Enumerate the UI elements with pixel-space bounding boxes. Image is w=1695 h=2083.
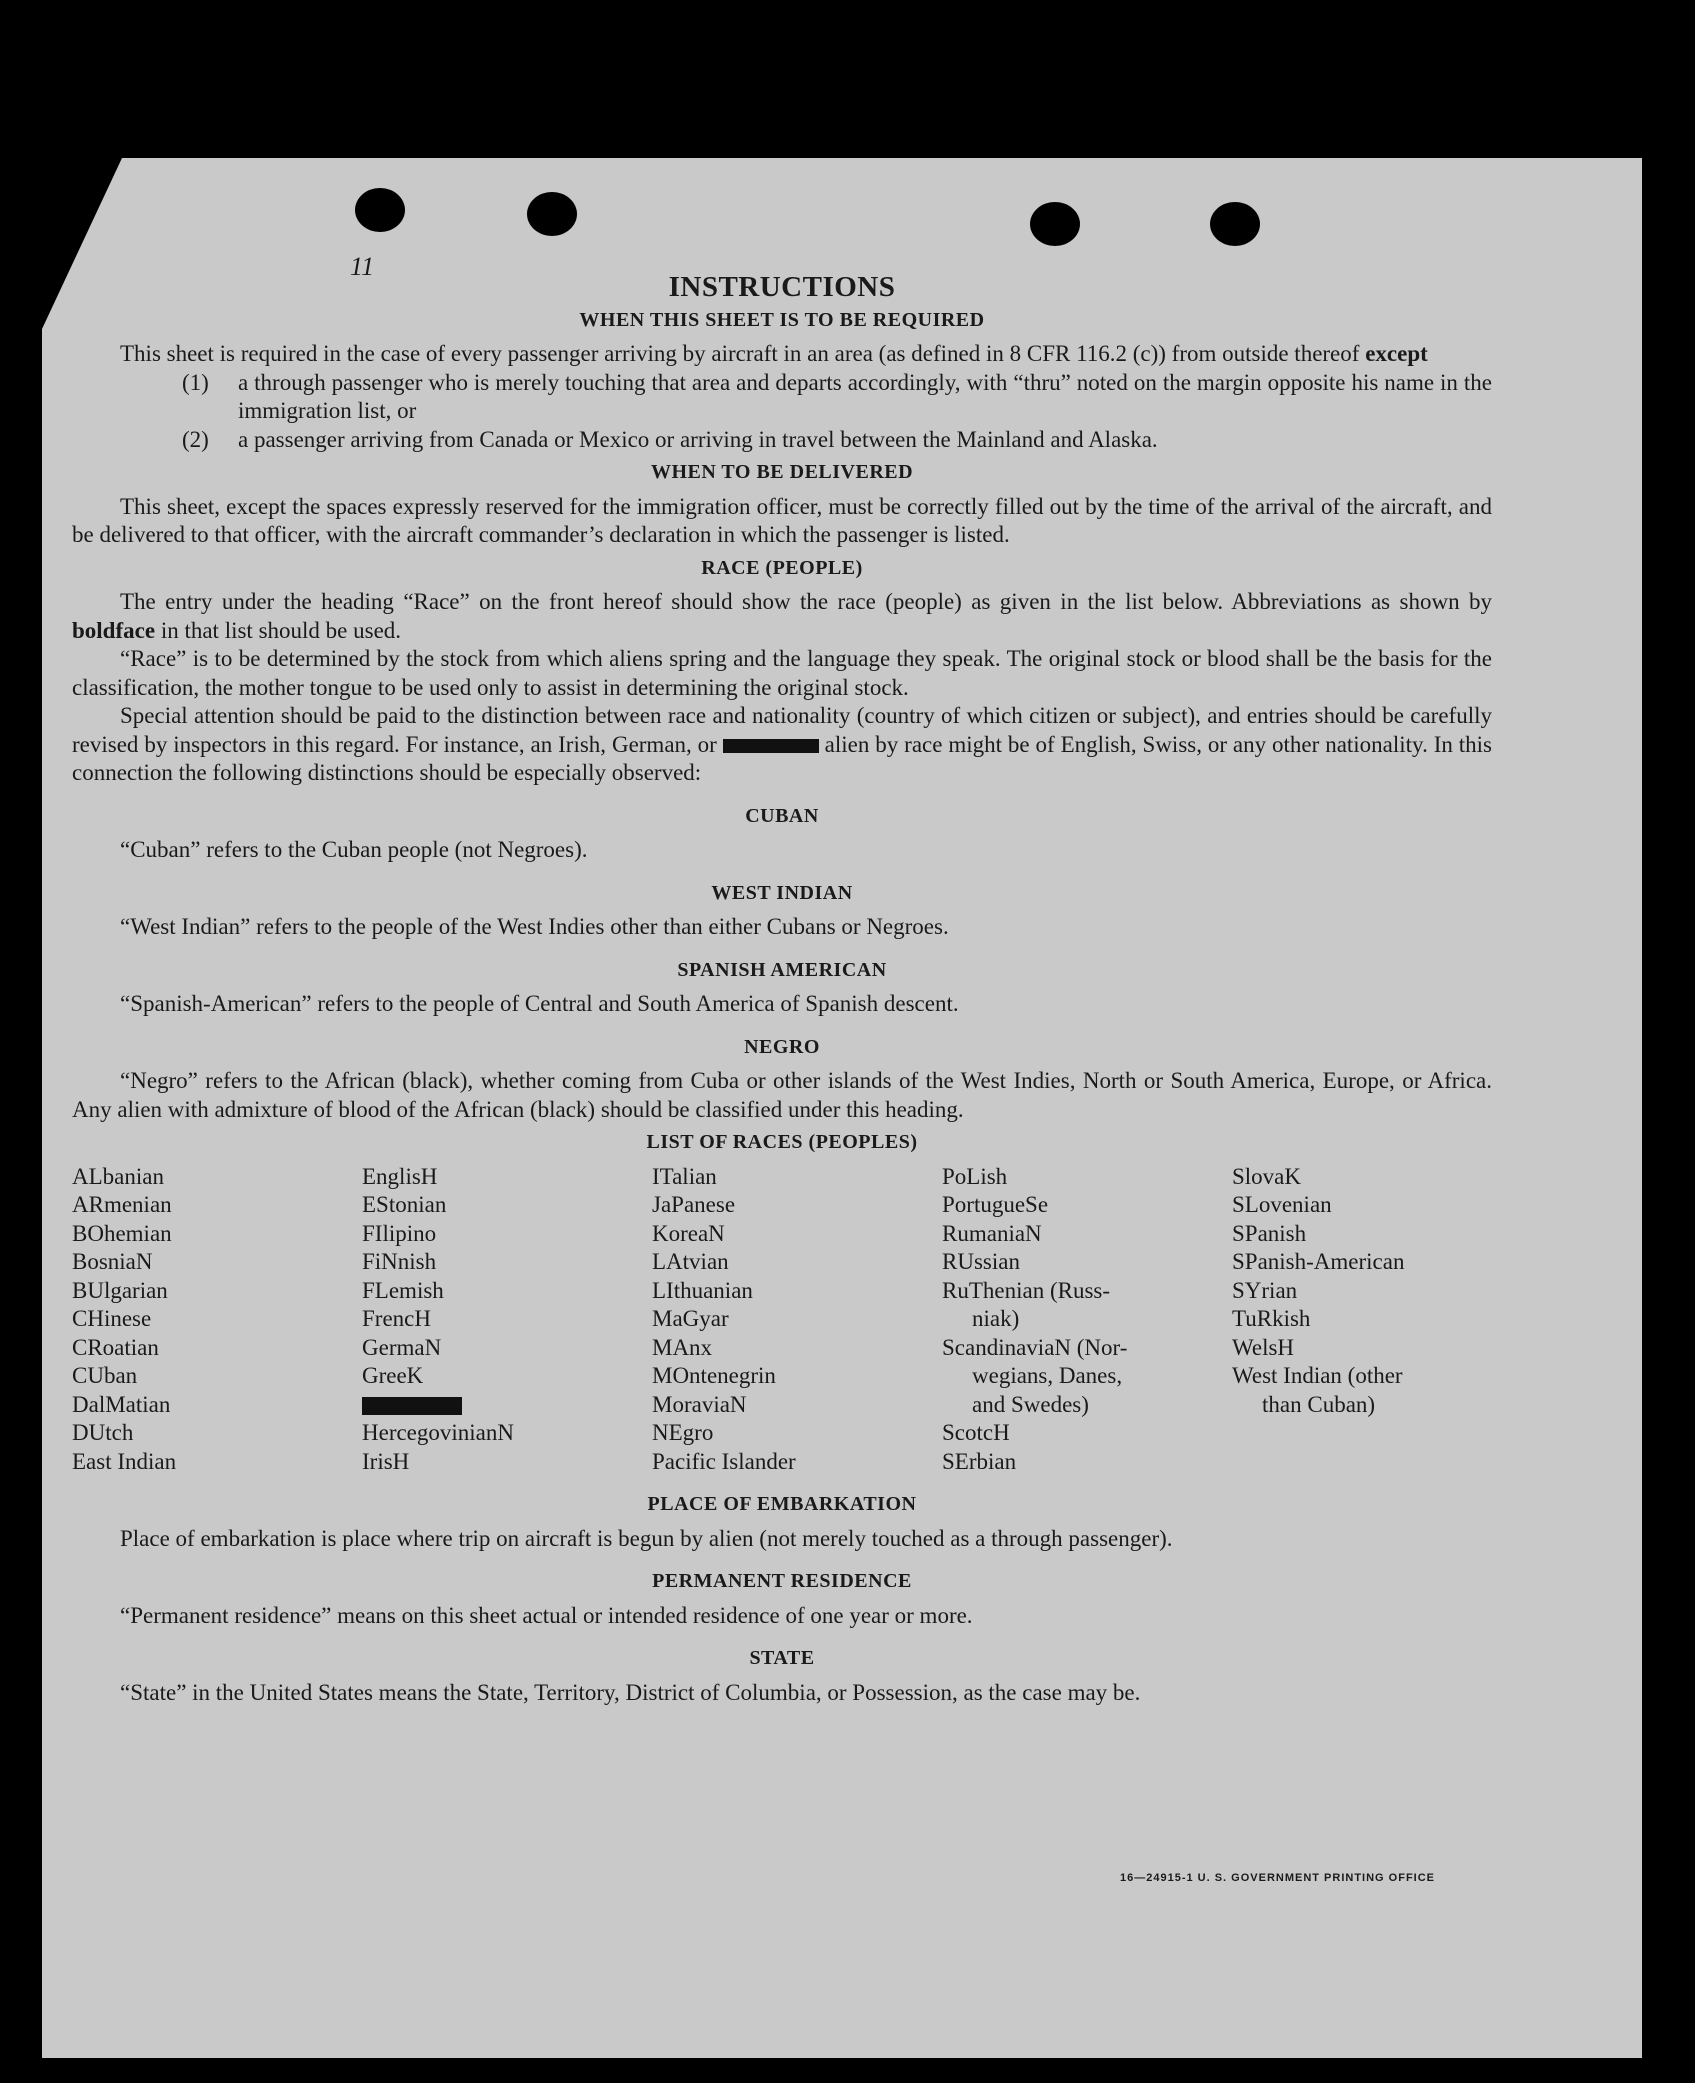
races-column	[1232, 1163, 1522, 1477]
section-heading: PERMANENT RESIDENCE	[652, 1570, 912, 1592]
race-entry: FiNnish	[362, 1249, 437, 1274]
race-entry: HercegovinianN	[362, 1420, 514, 1445]
punch-hole	[527, 192, 577, 236]
printing-office-code: 16—24915-1 U. S. GOVERNMENT PRINTING OFFICE	[1120, 1872, 1436, 1884]
race-entry: MoraviaN	[652, 1391, 747, 1417]
section-heading: STATE	[749, 1647, 815, 1669]
race-entry: East Indian	[72, 1448, 177, 1474]
paragraph: The entry under the heading “Race” on the front hereof should show the race (people) as given in the list below. Abbreviations as shown by boldface in that list should be used.	[72, 589, 1492, 643]
race-entry: Pacific Islander	[652, 1448, 796, 1474]
document-title: INSTRUCTIONS	[668, 271, 896, 303]
punch-hole	[1030, 202, 1080, 246]
paragraph: “Permanent residence” means on this sheet actual or intended residence of one year or more.	[120, 1602, 973, 1628]
race-entry: MAnx	[652, 1334, 713, 1360]
race-entry: LIthuanian	[652, 1277, 753, 1303]
race-entry: JaPanese	[652, 1192, 736, 1217]
race-entry: MOntenegrin	[652, 1363, 776, 1388]
race-entry: MaGyar	[652, 1306, 729, 1331]
paragraph: “Spanish-American” refers to the people of Central and South America of Spanish descent.	[120, 991, 959, 1016]
section-heading: WHEN TO BE DELIVERED	[650, 461, 914, 483]
race-entry: CRoatian	[72, 1334, 159, 1360]
section-heading: WHEN THIS SHEET IS TO BE REQUIRED	[579, 308, 985, 331]
punch-hole	[1210, 202, 1260, 246]
redaction-mark	[362, 1397, 462, 1415]
paragraph: “West Indian” refers to the people of the West Indies other than either Cubans or Negroes.	[120, 914, 949, 939]
race-entry: GermaN	[362, 1334, 442, 1360]
paragraph: “Race” is to be determined by the stock from which aliens spring and the language they speak. The original stock or blood shall be the basis for the classification, the mother tongue to be used only to assist in determining the original stock.	[72, 646, 1492, 700]
races-column	[652, 1163, 942, 1477]
races-list	[72, 1163, 1492, 1477]
list-item: (1) a through passenger who is merely touching that area and departs accordingly, with “thru” noted on the margin opposite his name in the immigration list, or	[182, 369, 1492, 423]
race-entry: FIlipino	[362, 1220, 437, 1246]
race-entry: SErbian	[942, 1448, 1017, 1474]
paragraph: “Cuban” refers to the Cuban people (not Negroes).	[120, 837, 588, 862]
handwritten-mark: 11	[350, 252, 375, 281]
paragraph: “State” in the United States means the State, Territory, District of Columbia, or Possession, as the case may be.	[120, 1679, 1141, 1705]
race-entry: BosniaN	[72, 1249, 153, 1274]
paragraph: This sheet, except the spaces expressly reserved for the immigration officer, must be correctly filled out by the time of the arrival of the aircraft, and be delivered to that officer, with the aircraft commander’s declaration in which the passenger is listed.	[72, 493, 1492, 547]
race-entry: KoreaN	[652, 1220, 725, 1246]
race-entry: and Swedes)	[972, 1391, 1089, 1417]
section-heading: CUBAN	[745, 804, 819, 827]
race-entry: RumaniaN	[942, 1220, 1042, 1246]
section-heading: PLACE OF EMBARKATION	[647, 1493, 917, 1515]
race-entry: SPanish-American	[1232, 1249, 1405, 1274]
race-entry: wegians, Danes,	[972, 1363, 1123, 1388]
race-entry: BOhemian	[72, 1220, 172, 1246]
race-entry: SYrian	[1232, 1277, 1298, 1303]
paragraph: This sheet is required in the case of every passenger arriving by aircraft in an area (as defined in 8 CFR 116.2 (c)) from outside thereof except	[120, 341, 1428, 366]
race-entry: WelsH	[1232, 1334, 1295, 1360]
races-column	[362, 1163, 652, 1477]
race-entry: ALbanian	[72, 1163, 164, 1189]
races-column	[942, 1163, 1232, 1477]
race-entry: PoLish	[942, 1163, 1008, 1189]
race-entry: CHinese	[72, 1306, 152, 1331]
race-entry: niak)	[972, 1306, 1020, 1331]
race-entry: NEgro	[652, 1420, 714, 1445]
race-entry: West Indian (other	[1232, 1363, 1403, 1388]
race-entry: SPanish	[1232, 1220, 1307, 1246]
race-entry: BUlgarian	[72, 1277, 168, 1303]
section-heading: SPANISH AMERICAN	[677, 958, 887, 981]
race-entry: CUban	[72, 1363, 138, 1388]
race-entry: DalMatian	[72, 1391, 171, 1417]
race-entry: IrisH	[362, 1448, 410, 1474]
race-entry: RUssian	[942, 1249, 1020, 1274]
race-entry: EStonian	[362, 1192, 447, 1217]
redacted-race-entry	[362, 1391, 652, 1420]
section-heading: LIST OF RACES (PEOPLES)	[646, 1131, 918, 1153]
race-entry: GreeK	[362, 1363, 424, 1388]
race-entry: ARmenian	[72, 1192, 172, 1217]
race-entry: than Cuban)	[1262, 1391, 1376, 1417]
race-entry: EnglisH	[362, 1163, 438, 1189]
race-entry: TuRkish	[1232, 1306, 1311, 1331]
race-entry: SLovenian	[1232, 1192, 1332, 1217]
race-entry: FrencH	[362, 1306, 431, 1331]
race-entry: SlovaK	[1232, 1163, 1301, 1189]
punch-hole	[355, 188, 405, 232]
paragraph: Special attention should be paid to the distinction between race and nationality (country of which citizen or subject), and entries should be carefully revised by inspectors in this regard. For instance, an Irish, German, or alien by race might be of English, Swiss, or any other nationality. In this connection the following distinctions should be especially observed:	[72, 703, 1493, 785]
section-heading: WEST INDIAN	[711, 881, 853, 904]
race-entry: ScotcH	[942, 1420, 1010, 1445]
instructions-content	[72, 273, 1492, 1707]
race-entry: FLemish	[362, 1277, 444, 1303]
redaction-mark	[723, 739, 819, 753]
section-heading: RACE (PEOPLE)	[701, 556, 863, 579]
race-entry: DUtch	[72, 1420, 134, 1445]
race-entry: ITalian	[652, 1163, 717, 1189]
list-item: (2) a passenger arriving from Canada or Mexico or arriving in travel between the Mainland and Alaska.	[182, 426, 1158, 452]
paragraph: Place of embarkation is place where trip on aircraft is begun by alien (not merely touched as a through passenger).	[120, 1525, 1173, 1551]
race-entry: ScandinaviaN (Nor-	[942, 1334, 1128, 1360]
race-entry: RuThenian (Russ-	[942, 1277, 1111, 1303]
paragraph: “Negro” refers to the African (black), whether coming from Cuba or other islands of the West Indies, North or South America, Europe, or Africa. Any alien with admixture of blood of the African (black) should be classified under this heading.	[72, 1068, 1492, 1122]
section-heading: NEGRO	[744, 1035, 820, 1058]
races-column	[72, 1163, 362, 1477]
race-entry: LAtvian	[652, 1249, 729, 1274]
race-entry: PortugueSe	[942, 1192, 1049, 1217]
